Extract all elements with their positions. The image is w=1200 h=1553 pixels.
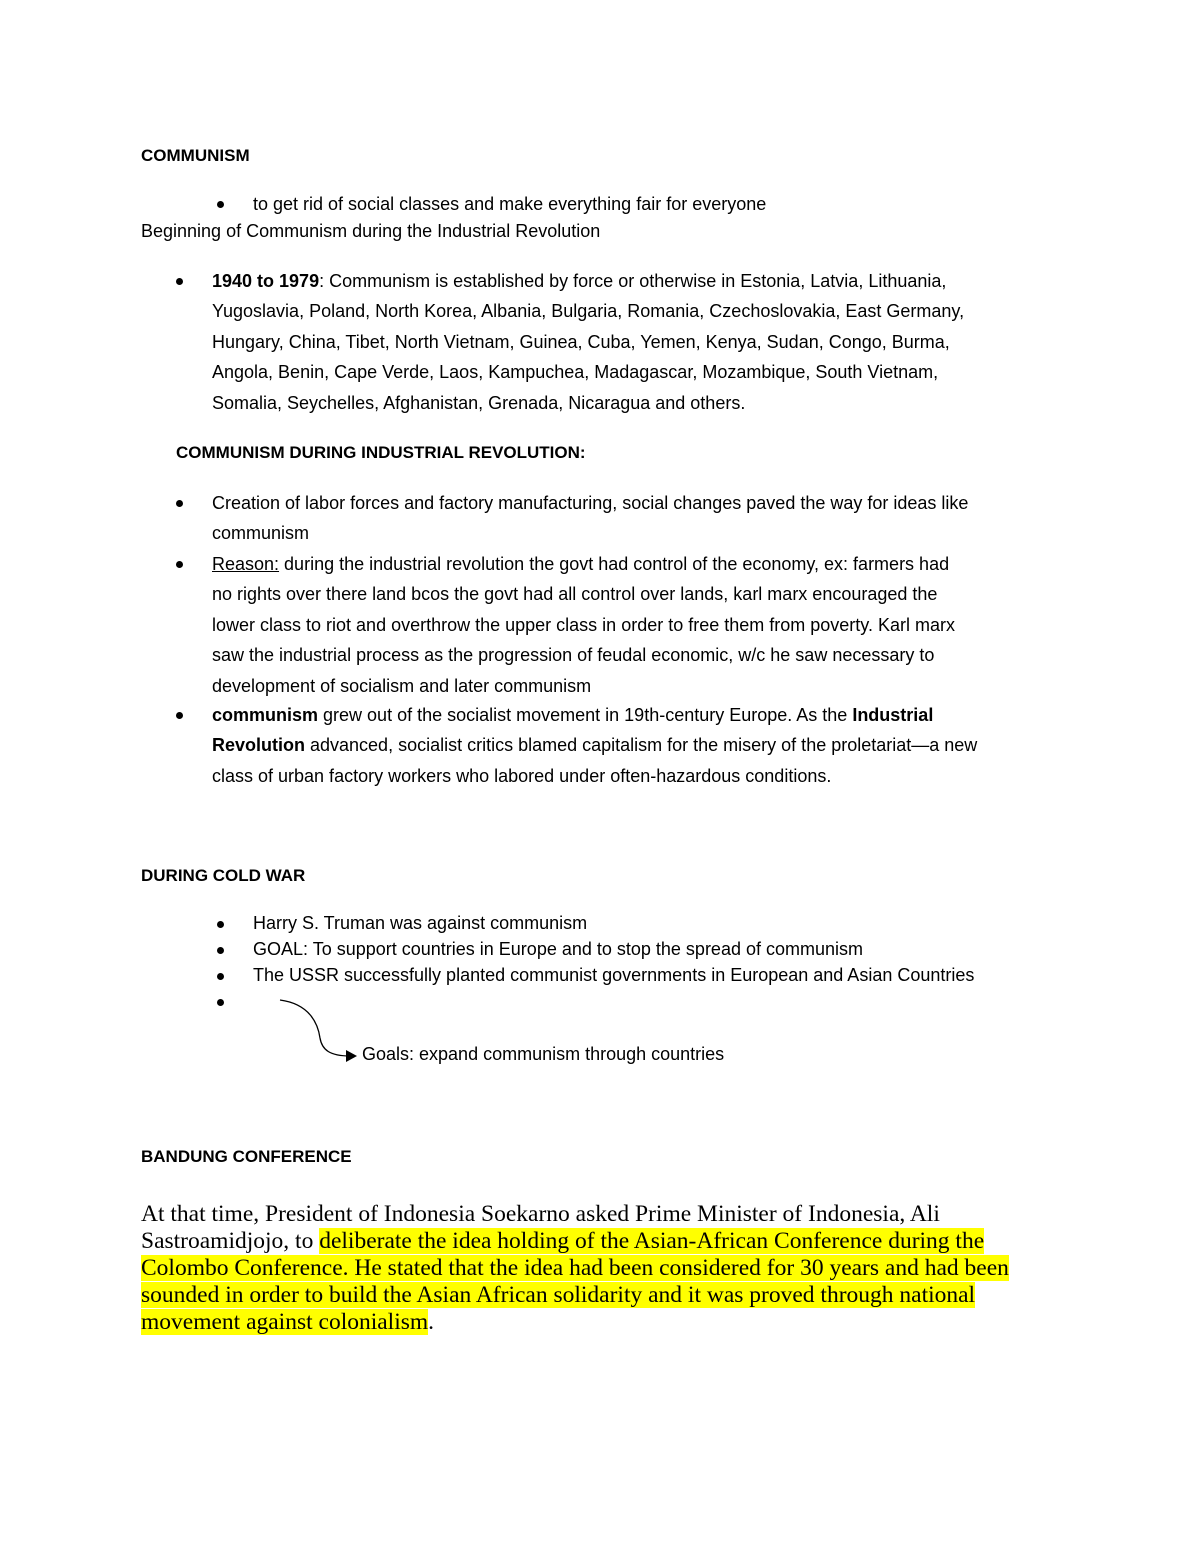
bullet-text-communism-origin bbox=[212, 700, 977, 791]
paragraph-text: At that time, President of Indonesia Soekarno asked Prime Minister of Indonesia, Ali Sastroamidjojo, to bbox=[141, 1201, 940, 1254]
bullet-text: Harry S. Truman was against communism bbox=[253, 913, 588, 933]
bold-term: Industrial bbox=[852, 705, 934, 725]
bullet-marker bbox=[217, 201, 224, 208]
line-text: during the industrial revolution the govt had control of the economy, ex: farmers had bbox=[279, 554, 950, 574]
bullet-text bbox=[212, 488, 968, 549]
highlighted-text: deliberate the idea holding of the Asian-African Conference during the Colombo Conference. He stated that the idea had been considered for 30 years and had been sounded in order to build the Asian African solidarity and it was proved through national movement against colonialism bbox=[141, 1228, 1009, 1335]
bullet-marker bbox=[217, 921, 224, 928]
bullet-marker bbox=[176, 500, 183, 507]
line-text: communism bbox=[212, 523, 310, 544]
line-text: development of socialism and later communism bbox=[212, 675, 592, 696]
line-text: advanced, socialist critics blamed capitalism for the misery of the proletariat—a new bbox=[305, 735, 978, 756]
bullet-marker bbox=[176, 561, 183, 568]
paragraph-text: Beginning of Communism during the Industrial Revolution bbox=[141, 221, 601, 241]
bullet-marker bbox=[217, 973, 224, 980]
section-heading-cold-war: DURING COLD WAR bbox=[141, 866, 306, 885]
reason-label: Reason: bbox=[212, 554, 280, 574]
line-text: : Communism is established by force or otherwise in Estonia, Latvia, Lithuania, bbox=[319, 271, 947, 291]
line-text: no rights over there land bcos the govt had all control over lands, karl marx encouraged the bbox=[212, 584, 938, 605]
bold-term: Revolution bbox=[212, 735, 305, 756]
bullet-text-1940-1979 bbox=[212, 266, 964, 418]
bullet-text: The USSR successfully planted communist governments in European and Asian Countries bbox=[253, 965, 975, 985]
paragraph-end: . bbox=[428, 1309, 435, 1335]
bold-date-range: 1940 to 1979 bbox=[212, 271, 320, 291]
line-text: Creation of labor forces and factory manufacturing, social changes paved the way for ideas like bbox=[212, 493, 969, 513]
bandung-paragraph bbox=[141, 1201, 1041, 1336]
bullet-marker bbox=[176, 278, 183, 285]
line-text: saw the industrial process as the progression of feudal economic, w/c he saw necessary to bbox=[212, 645, 935, 666]
goals-note: Goals: expand communism through countries bbox=[362, 1044, 725, 1064]
section-heading-communism: COMMUNISM bbox=[141, 146, 250, 165]
bullet-marker bbox=[176, 712, 183, 719]
line-text: Hungary, China, Tibet, North Vietnam, Guinea, Cuba, Yemen, Kenya, Sudan, Congo, Burma, bbox=[212, 331, 950, 352]
bullet-marker bbox=[217, 947, 224, 954]
bullet-marker bbox=[217, 999, 224, 1006]
line-text: class of urban factory workers who labored under often-hazardous conditions. bbox=[212, 765, 832, 786]
bold-term: communism bbox=[212, 705, 319, 725]
line-text: Angola, Benin, Cape Verde, Laos, Kampuchea, Madagascar, Mozambique, South Vietnam, bbox=[212, 362, 939, 383]
bullet-text: to get rid of social classes and make everything fair for everyone bbox=[253, 194, 767, 214]
line-text: Somalia, Seychelles, Afghanistan, Grenada, Nicaragua and others. bbox=[212, 392, 746, 413]
bullet-text-reason bbox=[212, 549, 955, 701]
line-text: Yugoslavia, Poland, North Korea, Albania, Bulgaria, Romania, Czechoslovakia, East Germany, bbox=[212, 301, 965, 322]
section-heading-bandung-conference: BANDUNG CONFERENCE bbox=[141, 1147, 352, 1166]
line-text: grew out of the socialist movement in 19th-century Europe. As the bbox=[318, 705, 853, 725]
line-text: lower class to riot and overthrow the upper class in order to free them from poverty. Karl marx bbox=[212, 614, 955, 635]
bullet-text: GOAL: To support countries in Europe and to stop the spread of communism bbox=[253, 939, 863, 959]
section-heading-industrial-revolution: COMMUNISM DURING INDUSTRIAL REVOLUTION: bbox=[176, 443, 586, 462]
curved-arrow-icon bbox=[270, 998, 370, 1068]
